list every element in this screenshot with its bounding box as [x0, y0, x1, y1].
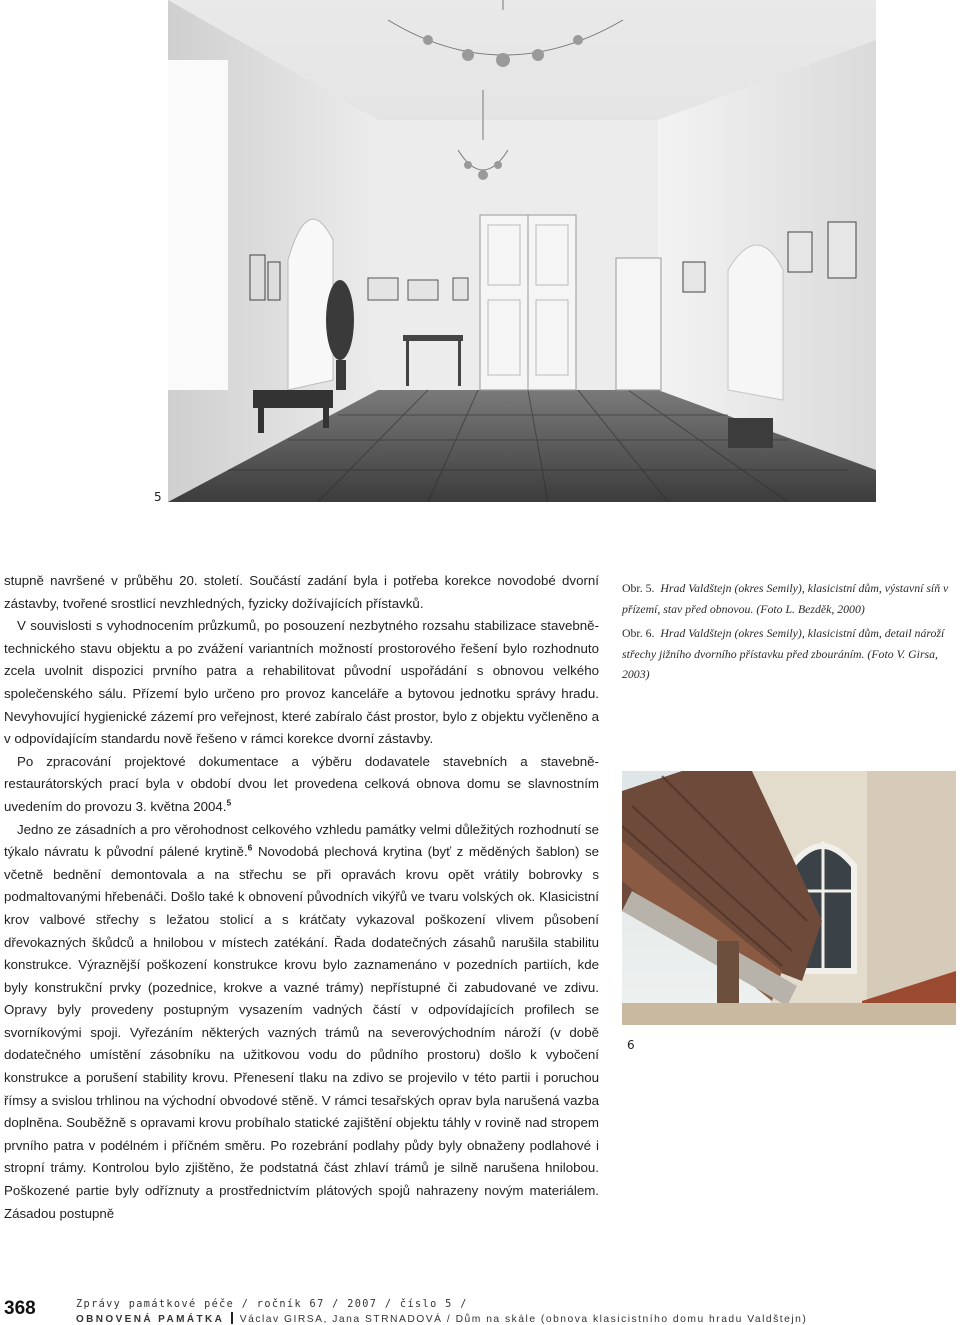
section-name: OBNOVENÁ PAMÁTKA — [76, 1314, 225, 1325]
caption-6-text: Hrad Valdštejn (okres Semily), klasicistní dům, detail nároží střechy jižního dvorního přístavku před zbouráním. (Foto V. Girsa, 2003) — [622, 626, 945, 682]
paragraph-4-text-b: Novodobá plechová krytina (byť z měděných šablon) se včetně bednění demontovala a na střechu se při opravách krovu opět vrátily bobrovky s podmaltovanými hřebenáči. Došlo také k obnovení původních vikýřů ve tvaru volských ok. Klasicistní krov valbové střechy s ležatou stolicí a s krátčaty vykazoval poškození vlivem působení dřevokazných škůdců a hnilobou v místech zatékání. Řada dodatečných zásahů narušila stabilitu konstrukce. Výraznější poškození konstrukce krovu bylo zaznamenáno v pozedních partiích, kde byly konstrukční prvky (pozednice, krokve a vazné trámy) nepřístupné či zabudované ve zdivu. Opravy byly provedeny postupným vysazením vadných částí v odpovídajících profilech se svorníkovými spoji. Vyřezáním některých vazných trámů na severovýchodním nároží (v době dodatečného umístění zásobníku na užitkovou vodu do půdního prostoru) došlo k vybočení konstrukce a porušení stability krovu. Přenesení tlaku na zdivo se projevilo v této partii i poruchou římsy a svislou trhlinou na východní obvodové stěně. V rámci tesařských oprav byla narušená vazba doplněna. Souběžně s opravami krovu probíhalo statické zajištění objektu táhly v rovině nad stropem prvního patra v podélném i příčném směru. Po rozebrání podlahy půdy byly obnaženy podlahové i stropní trámy. Kontrolou bylo zjištěno, že podstatná část zhlaví trámů je silně narušena hnilobou. Poškozené partie byly odříznuty a prostřednictvím plátových spojů nahrazeny novým materiálem. Zásadou postupně — [4, 844, 599, 1221]
running-footer — [76, 1298, 807, 1325]
section-line — [76, 1312, 807, 1325]
caption-6 — [622, 623, 956, 685]
paragraph-3 — [4, 751, 599, 819]
page-number: 368 — [4, 1298, 36, 1319]
figure-6-photo — [622, 771, 956, 1025]
figure-5-photo — [168, 0, 876, 502]
article-body — [4, 570, 599, 1225]
separator-bar — [231, 1312, 233, 1324]
footnote-ref-6: 6 — [247, 842, 253, 853]
interior-hall-image — [168, 0, 876, 502]
journal-line: Zprávy památkové péče / ročník 67 / 2007 / číslo 5 / — [76, 1299, 468, 1310]
footnote-ref-5: 5 — [226, 797, 232, 808]
figure-captions — [622, 578, 956, 689]
authors-title: Václav GIRSA, Jana STRNADOVÁ / Dům na skále (obnova klasicistního domu hradu Valdštejn) — [239, 1314, 808, 1325]
caption-5-label: Obr. 5. — [622, 581, 655, 595]
caption-6-label: Obr. 6. — [622, 626, 655, 641]
paragraph-1: stupně navršené v průběhu 20. století. Součástí zadání byla i potřeba korekce novodobé dvorní zástavby, tvořené srostlicí nevzhledných, fyzicky dožívajících přístavků. — [4, 573, 599, 611]
caption-5-text: Hrad Valdštejn (okres Semily), klasicistní dům, výstavní síň v přízemí, stav před obnovou. (Foto L. Bezděk, 2000) — [622, 581, 949, 616]
figure-5-number: 5 — [154, 490, 162, 504]
paragraph-4 — [4, 819, 599, 1226]
roof-corner-image — [622, 771, 956, 1025]
paragraph-2: V souvislosti s vyhodnocením průzkumů, po posouzení nezbytného rozsahu stabilizace stavebně-technického stavu objektu a po zvážení variantních možností prostorového řešení bylo rozhodnuto zcela uvolnit dispozici prvního patra a rehabilitovat původní uspořádání s obnovou velkého společenského sálu. Přízemí bylo určeno pro provoz kanceláře a bytovou jednotku správy hradu. Nevyhovující hygienické zázemí pro veřejnost, které zabíralo část prostor, bylo z objektu vyčleněno a v odpovídajícím standardu nově řešeno v rámci korekce dvorní zástavby. — [4, 618, 599, 747]
caption-5 — [622, 578, 956, 619]
figure-6-number: 6 — [627, 1038, 635, 1052]
paragraph-4-text-a: Jedno ze zásadních a pro věrohodnost celkového vzhledu památky velmi důležitých rozhodnutí se týkalo návratu k původní pálené krytině. — [4, 821, 599, 860]
paragraph-3-text: Po zpracování projektové dokumentace a výběru dodavatele stavebních a stavebně-restaurátorských prací byla v období dvou let provedena celková obnova domu se slavnostním uvedením do provozu 3. května 2004. — [4, 753, 599, 814]
